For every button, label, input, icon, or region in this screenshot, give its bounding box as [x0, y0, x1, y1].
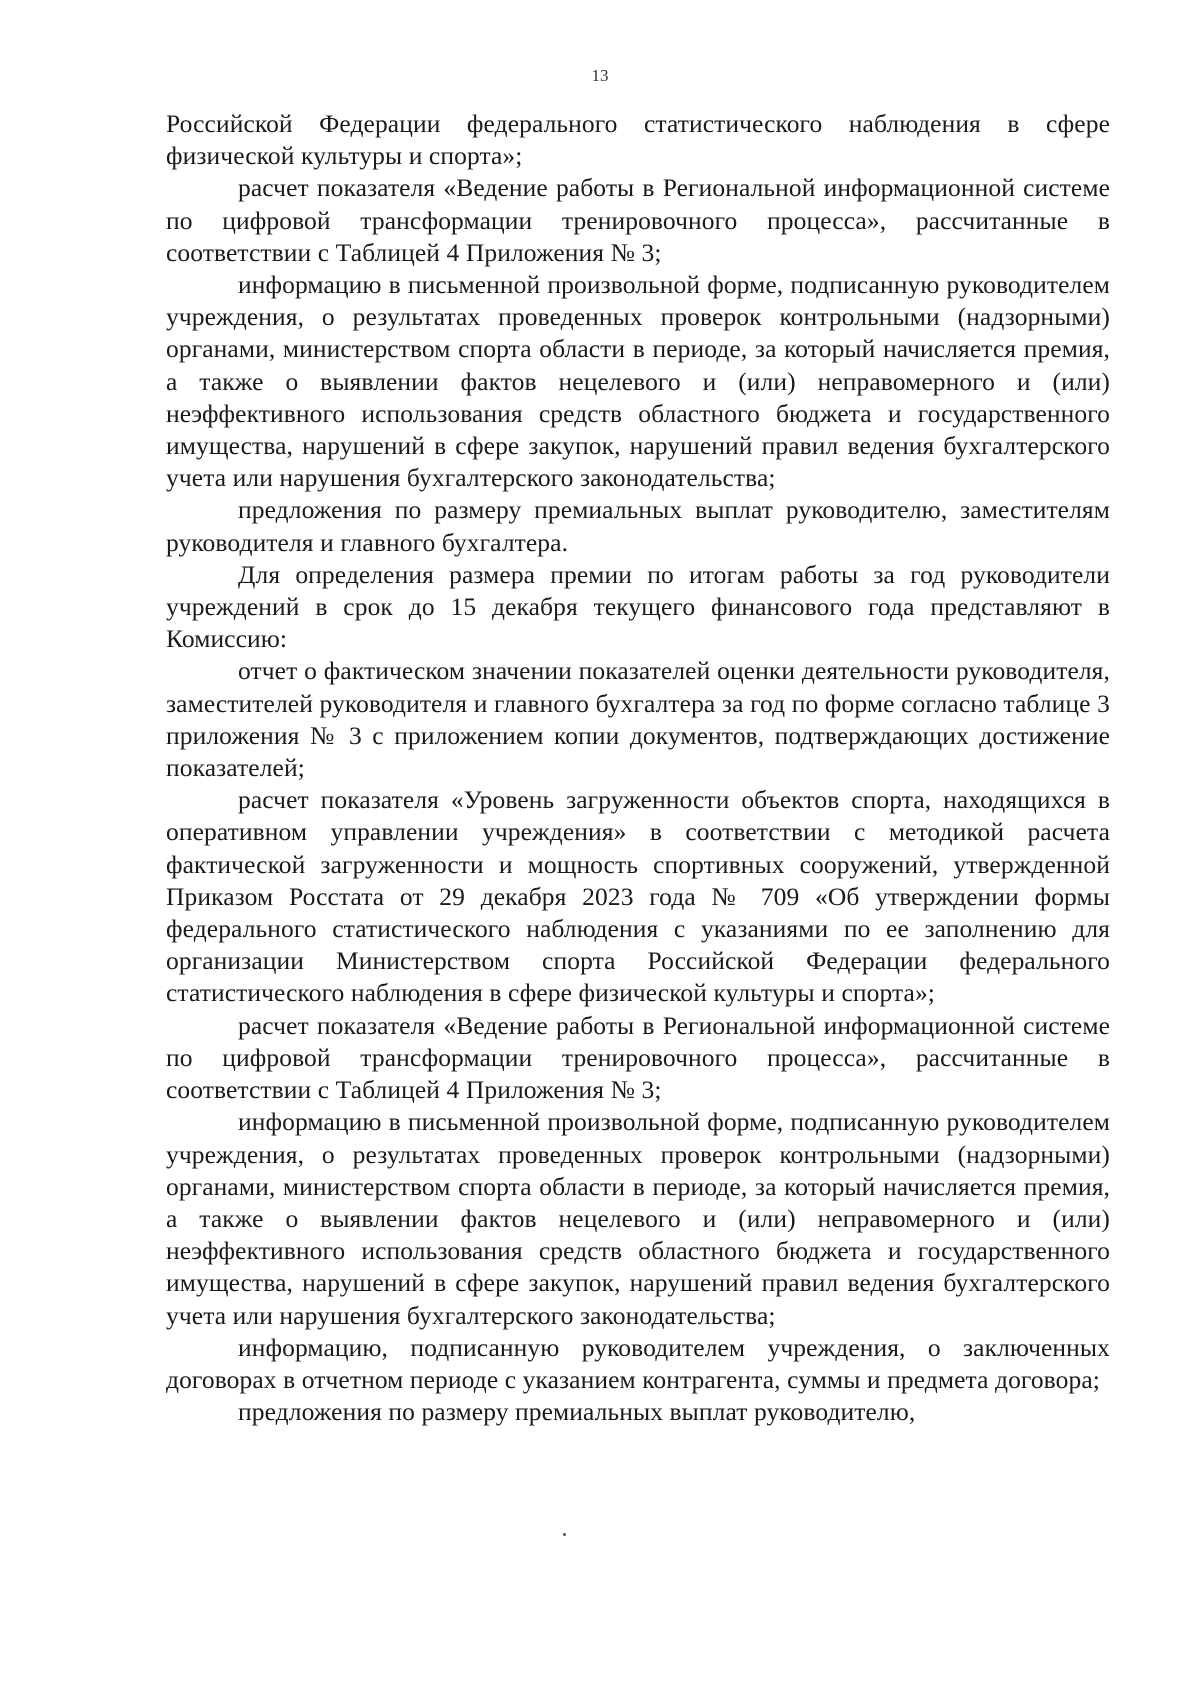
paragraph-sport-load-calculation: расчет показателя «Уровень загруженности объектов спорта, находящихся в оперативном управлении учреждения» в соответствии с методикой расчета фактической загруженности и мощность спортивных сооружений, утвержденной Приказом Росстата от 29 декабря 2023 года № 709 «Об утверждении формы федерального статистического наблюдения с указаниями по ее заполнению для организации Министерством спорта Российской Федерации федерального статистического наблюдения в сфере физической культуры и спорта»;: [166, 785, 1110, 1008]
paragraph-bonus-proposals-annual: предложения по размеру премиальных выплат руководителю,: [238, 1397, 916, 1427]
paragraph-rsi-calculation: расчет показателя «Ведение работы в Региональной информационной системе по цифровой трансформации тренировочного процесса», рассчитанные в соответствии с Таблицей 4 Приложения № 3;: [166, 173, 1110, 267]
paragraph-inspection-info-annual: информацию в письменной произвольной форме, подписанную руководителем учреждения, о результатах проведенных проверок контрольными (надзорными) органами, министерством спорта области в периоде, за который начисляется премия, а также о выявлении фактов нецелевого и (или) неправомерного и (или) неэффективного использования средств областного бюджета и государственного имущества, нарушений в сфере закупок, нарушений правил ведения бухгалтерского учета или нарушения бухгалтерского законодательства;: [166, 1107, 1110, 1330]
document-body: [166, 108, 1110, 1428]
paragraph-contracts-info: информацию, подписанную руководителем учреждения, о заключенных договорах в отчетном периоде с указанием контрагента, суммы и предмета договора;: [166, 1332, 1110, 1394]
paragraph-bonus-proposals: предложения по размеру премиальных выплат руководителю, заместителям руководителя и главного бухгалтера.: [166, 495, 1110, 557]
paragraph-annual-bonus-intro: Для определения размера премии по итогам работы за год руководители учреждений в срок до 15 декабря текущего финансового года представляют в Комиссию:: [166, 559, 1110, 654]
paragraph-continuation: Российской Федерации федерального статистического наблюдения в сфере физической культуры и спорта»;: [166, 109, 1110, 171]
scan-artifact-dot: [563, 1533, 566, 1536]
paragraph-annual-report: отчет о фактическом значении показателей оценки деятельности руководителя, заместителей руководителя и главного бухгалтера за год по форме согласно таблице 3 приложения № 3 с приложением копии документов, подтверждающих достижение показателей;: [166, 656, 1110, 783]
paragraph-rsi-calculation-annual: расчет показателя «Ведение работы в Региональной информационной системе по цифровой трансформации тренировочного процесса», рассчитанные в соответствии с Таблицей 4 Приложения № 3;: [166, 1010, 1110, 1105]
page-number: 13: [591, 66, 609, 85]
paragraph-inspection-info: информацию в письменной произвольной форме, подписанную руководителем учреждения, о результатах проведенных проверок контрольными (надзорными) органами, министерством спорта области в периоде, за который начисляется премия, а также о выявлении фактов нецелевого и (или) неправомерного и (или) неэффективного использования средств областного бюджета и государственного имущества, нарушений в сфере закупок, нарушений правил ведения бухгалтерского учета или нарушения бухгалтерского законодательства;: [166, 270, 1110, 493]
